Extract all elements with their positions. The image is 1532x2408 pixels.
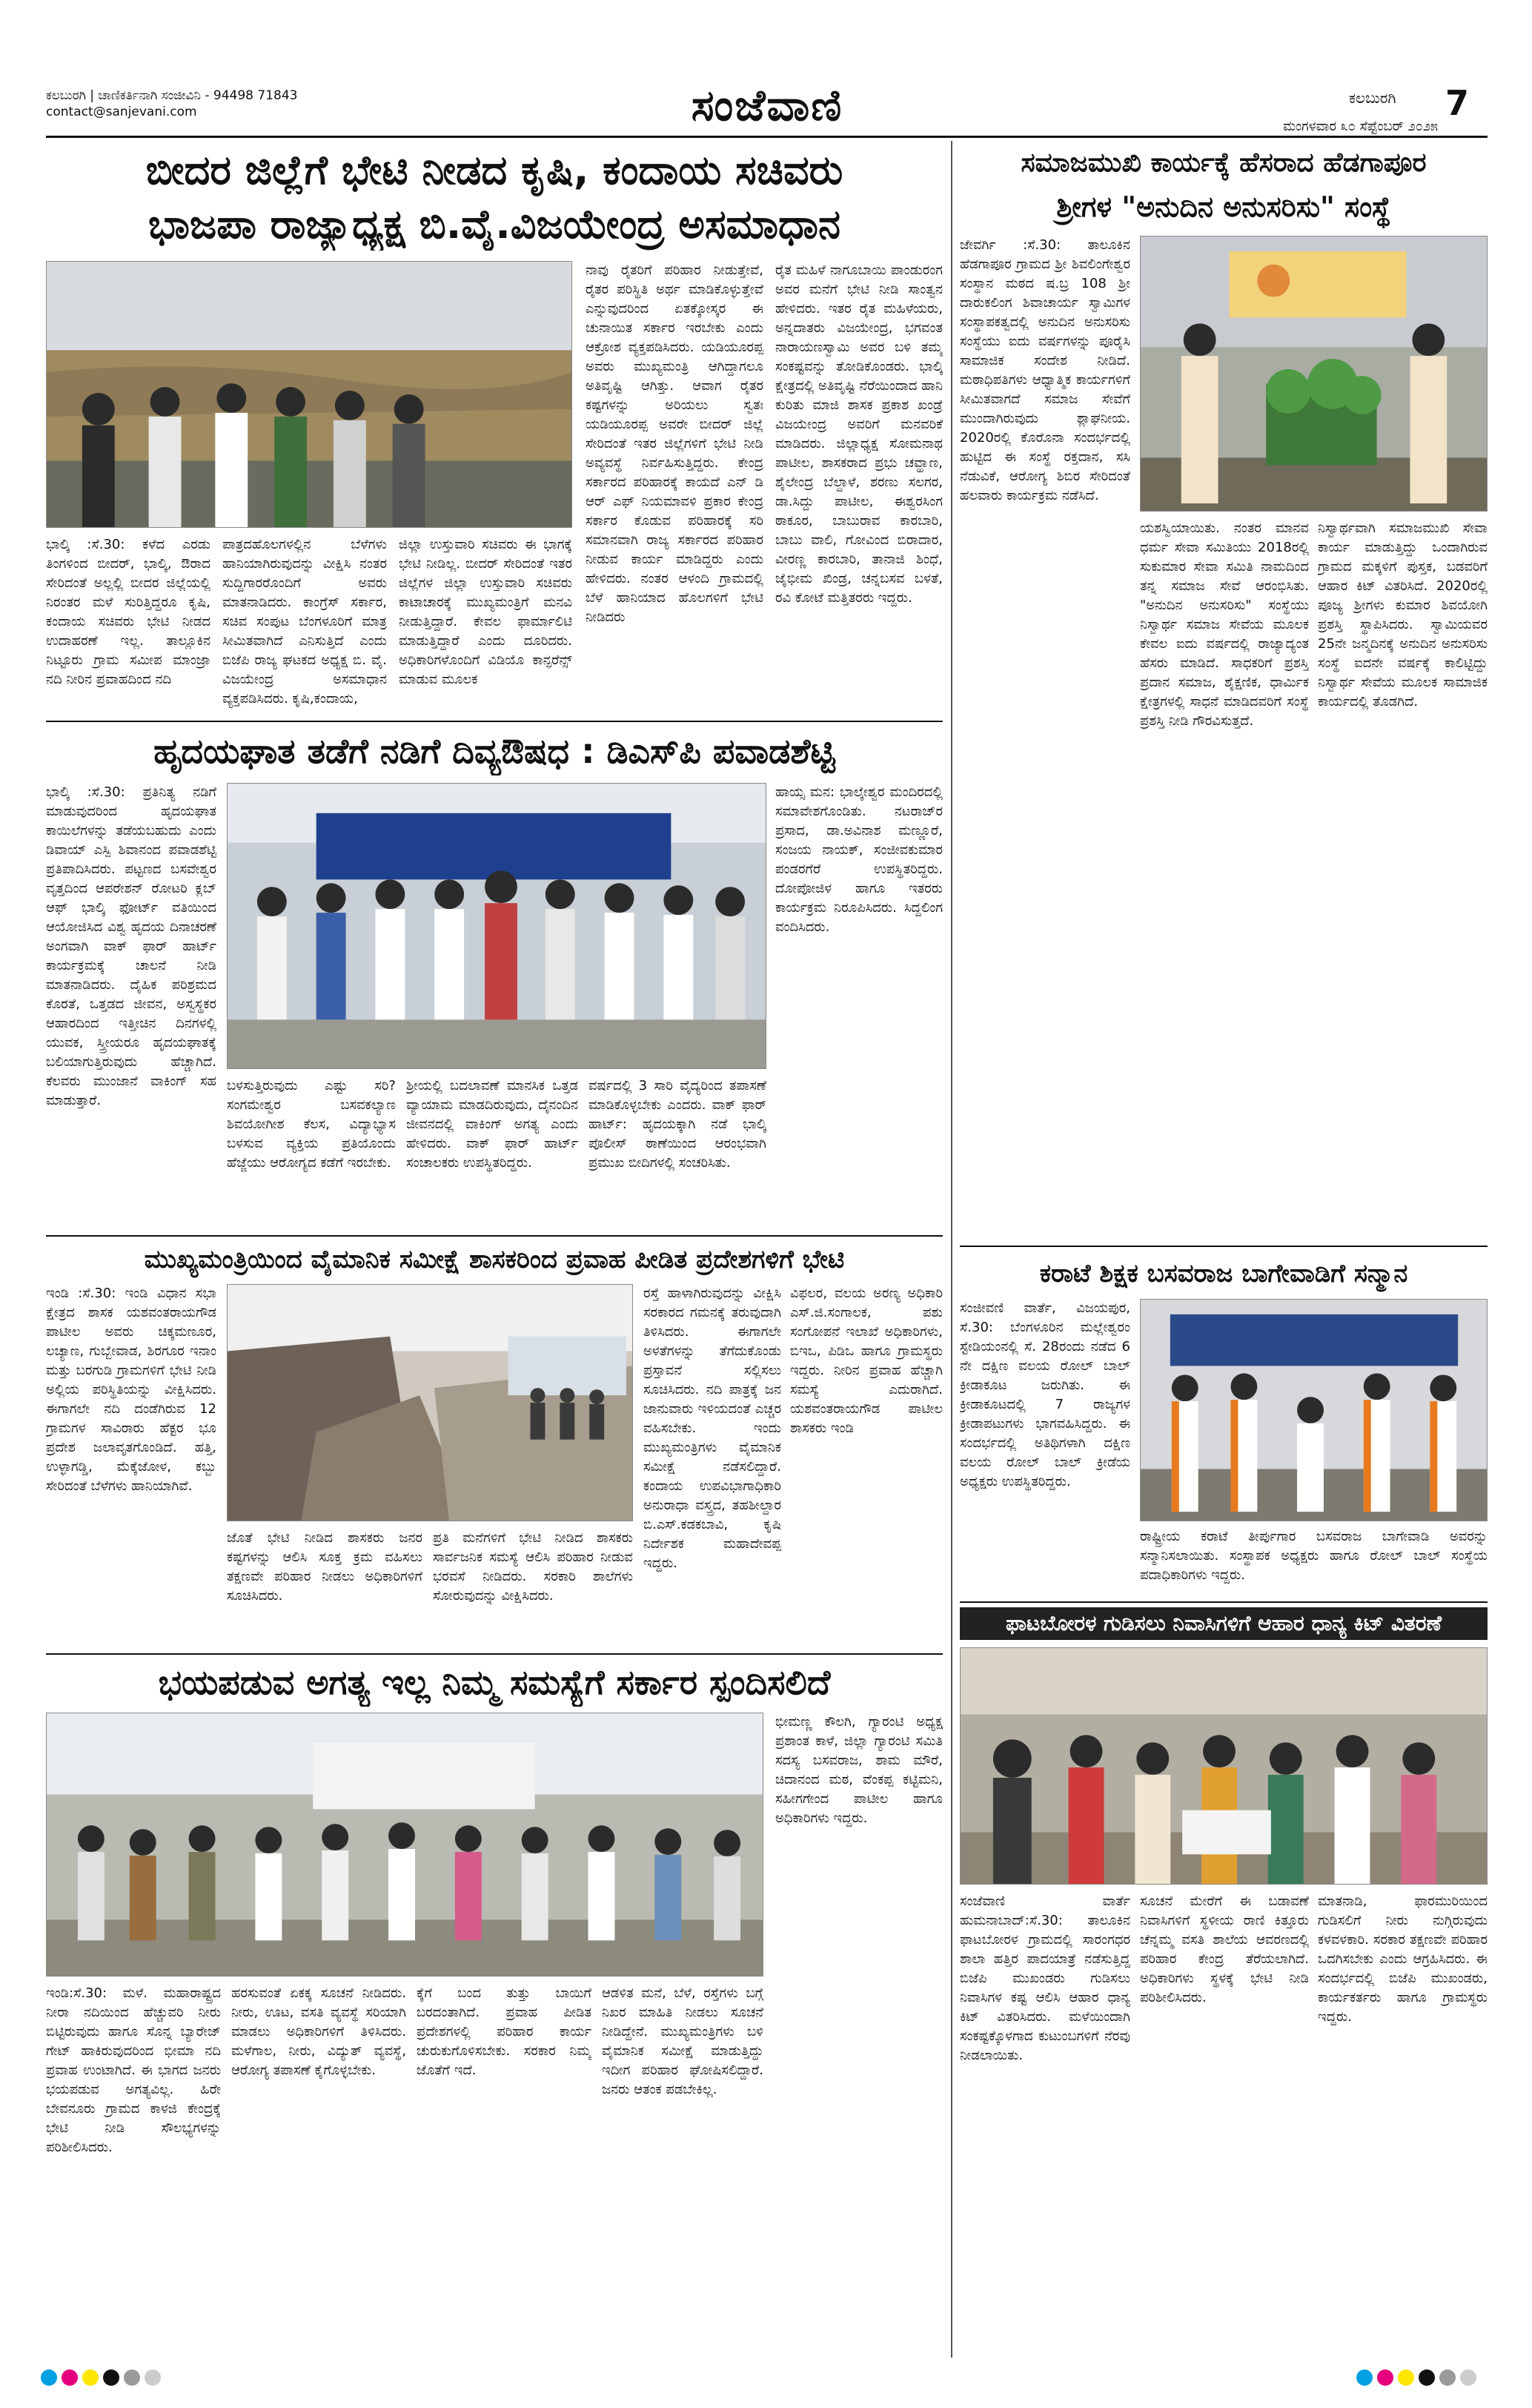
story1-col-4: ನಾವು ರೈತರಿಗೆ ಪರಿಹಾರ ನೀಡುತ್ತೇವೆ, ರೈತರ ಪರಿಸ್ಥಿತಿ ಅರ್ಥ ಮಾಡಿಕೊಳ್ಳುತ್ತೇವೆ ಎನ್ನುವುದರಿಂದ ಏತಕ್ಕೋಸ್ಕರ ಈ ಚುನಾಯಿತ ಸರ್ಕಾರ ಇರಬೇಕು ಎಂದು ಆಕ್ರೋಶ ವ್ಯಕ್ತಪಡಿಸಿದರು. ಯಡಿಯೂರಪ್ಪ ಅವರು ಮುಖ್ಯಮಂತ್ರಿ ಆಗಿದ್ದಾಗಲೂ ಅತಿವೃಷ್ಟಿ ಆಗಿತ್ತು. ಆವಾಗ ರೈತರ ಕಷ್ಟಗಳನ್ನು ಅರಿಯಲು ಸ್ವತಃ ಯಡಿಯೂರಪ್ಪ ಅವರೇ ಬೀದರ್ ಜಿಲ್ಲೆ ಸೇರಿದಂತೆ ಇತರ ಜಿಲ್ಲೆಗಳಿಗೆ ಭೇಟಿ ನೀಡಿ ಅವ್ಯವಸ್ಥೆ ನಿರ್ವಹಿಸುತ್ತಿದ್ದರು. ಕೇಂದ್ರ ಸರ್ಕಾರದ ಪರಿಹಾರಕ್ಕೆ ಕಾಯದೆ ಎನ್ ಡಿ ಆರ್ ಎಫ್ ನಿಯಮಾವಳಿ ಪ್ರಕಾರ ಕೇಂದ್ರ ಸರ್ಕಾರ ಕೊಡುವ ಪರಿಹಾರಕ್ಕೆ ಸರಿ ಸಮಾನವಾಗಿ ರಾಜ್ಯ ಸರ್ಕಾರದ ಪರಿಹಾರ ನೀಡುವ ಕಾರ್ಯ ಮಾಡಿದ್ದರು ಎಂದು ಹೇಳಿದರು. ನಂತರ ಆಳಂದಿ ಗ್ರಾಮದಲ್ಲಿ ಬೆಳೆ ಹಾನಿಯಾದ ಹೊಲಗಳಿಗೆ ಭೇಟಿ ನೀಡಿದರು bbox=[586, 262, 763, 625]
issue-date: ಮಂಗಳವಾರ ೩೦ ಸೆಪ್ಟೆಂಬರ್ ೨೦೨೫ bbox=[1282, 119, 1438, 134]
story5-col-2: ಯಶಸ್ವಿಯಾಯಿತು. ನಂತರ ಮಾನವ ಧರ್ಮ ಸೇವಾ ಸಮಿತಿಯು 2018ರಲ್ಲಿ ಸುಕುಮಾರ ಸೇವಾ ಸಮಿತಿ ನಾಮದಿಂದ ತನ್ನ ಸಮಾಜ ಸೇವೆ ಆರಂಭಿಸಿತು. "ಅನುದಿನ ಅನುಸರಿಸು" ಸಂಸ್ಥೆಯು ನಿಸ್ವಾರ್ಥ ಸಮಾಜ ಸೇವೆಯ ಮೂಲಕ ಕೇವಲ ಐದು ವರ್ಷದಲ್ಲಿ ರಾಜ್ಯಾದ್ಯಂತ ಹೆಸರು ಮಾಡಿದೆ. ಸಾಧಕರಿಗೆ ಪ್ರಶಸ್ತಿ ಪ್ರದಾನ ಸಮಾಜ, ಶೈಕ್ಷಣಿಕ, ಧಾರ್ಮಿಕ ಕ್ಷೇತ್ರಗಳಲ್ಲಿ ಸಾಧನೆ ಮಾಡಿದವರಿಗೆ ಸಂಸ್ಥೆ ಪ್ರಶಸ್ತಿ ನೀಡಿ ಗೌರವಿಸುತ್ತದೆ. bbox=[1140, 520, 1309, 729]
story3-col-3: ಪ್ರತಿ ಮನೆಗಳಿಗೆ ಭೇಟಿ ನೀಡಿದ ಶಾಸಕರು ಸಾರ್ವಜನಿಕ ಸಮಸ್ಯೆ ಆಲಿಸಿ ಪರಿಹಾರ ನೀಡುವ ಭರವಸೆ ನೀಡಿದರು. ಸರಕಾರಿ ಶಾಲೆಗಳು ಸೋರುವುದನ್ನು ವೀಕ್ಷಿಸಿದರು. bbox=[433, 1530, 633, 1604]
header-left bbox=[46, 87, 431, 120]
footer-color-bar-right bbox=[1356, 2369, 1505, 2392]
story4-col-2: ಹರಸುವಂತೆ ಏಕಕ್ಕ ಸೂಚನೆ ನೀಡಿದರು. ನೀರು, ಊಟ, ವಸತಿ ವ್ಯವಸ್ಥೆ ಸರಿಯಾಗಿ ಮಾಡಲು ಅಧಿಕಾರಿಗಳಿಗೆ ತಿಳಿಸಿದರು. ಮಳೆಗಾಲ, ನೀರು, ವಿದ್ಯುತ್ ವ್ಯವಸ್ಥೆ, ಆರೋಗ್ಯ ತಪಾಸಣೆ ಕೈಗೊಳ್ಳಬೇಕು. bbox=[231, 1985, 406, 2078]
story1-col-2: ಪಾತ್ರದಹೊಲಗಳಲ್ಲಿನ ಬೆಳೆಗಳು ಹಾನಿಯಾಗಿರುವುದನ್ನು ವೀಕ್ಷಿಸಿ ನಂತರ ಸುದ್ದಿಗಾರರೊಂದಿಗೆ ಅವರು ಮಾತನಾಡಿದರು. ಕಾಂಗ್ರೆಸ್ ಸರ್ಕಾರ, ಸಚಿವ ಸಂಪುಟ ಬೆಂಗಳೂರಿಗೆ ಮಾತ್ರ ಸೀಮಿತವಾಗಿದೆ ಎನಿಸುತ್ತಿದೆ ಎಂದು ಬಿಜೆಪಿ ರಾಜ್ಯ ಘಟಕದ ಅಧ್ಯಕ್ಷ ಬಿ. ವೈ. ವಿಜಯೇಂದ್ರ ಅಸಮಾಧಾನ ವ್ಯಕ್ತಪಡಿಸಿದರು. ಕೃಷಿ,ಕಂದಾಯ, bbox=[222, 537, 387, 707]
header-contact-line: ಕಲಬುರಗಿ | ಚಾಣಿಕರ್ತಿನಾಗಿ ಸಂಜೀವಿನಿ - 94498 71843 bbox=[46, 88, 298, 103]
story7-col-2: ಸೂಚನೆ ಮೇರೆಗೆ ಈ ಬಡಾವಣೆ ನಿವಾಸಿಗಳಿಗೆ ಸ್ಥಳೀಯ ರಾಣಿ ಕಿತ್ತೂರು ಚೆನ್ನಮ್ಮ ವಸತಿ ಶಾಲೆಯ ಆವರಣದಲ್ಲಿ ಪರಿಹಾರ ಕೇಂದ್ರ ತೆರೆಯಲಾಗಿದೆ. ಅಧಿಕಾರಿಗಳು ಸ್ಥಳಕ್ಕೆ ಭೇಟಿ ನೀಡಿ ಪರಿಶೀಲಿಸಿದರು. bbox=[1140, 1893, 1309, 2005]
story5-rule bbox=[960, 1246, 1488, 1247]
story2-col-3: ಶ್ರೀಯಲ್ಲಿ ಬದಲಾವಣೆ ಮಾನಸಿಕ ಒತ್ತಡ ವ್ಯಾಯಾಮ ಮಾಡದಿರುವುದು, ದೈನಂದಿನ ಜೀವನದಲ್ಲಿ ವಾಕಿಂಗ್ ಅಗತ್ಯ ಎಂದು ಹೇಳಿದರು. ವಾಕ್ ಫಾರ್ ಹಾರ್ಟ್ ಸಂಚಾಲಕರು ಉಪಸ್ಥಿತರಿದ್ದರು. bbox=[406, 1078, 578, 1171]
story6-col-1: ಸಂಜೀವಣಿ ವಾರ್ತೆ, ವಿಜಯಪುರ, ಸೆ.30: ಬೆಂಗಳೂರಿನ ಮಲ್ಲೇಶ್ವರಂ ಸ್ಟೇಡಿಯಂನಲ್ಲಿ ಸೆ. 28ರಂದು ನಡೆದ 6 ನೇ ದಕ್ಷಿಣ ವಲಯ ರೋಲ್ ಬಾಲ್ ಕ್ರೀಡಾಕೂಟ ಜರುಗಿತು. ಈ ಕ್ರೀಡಾಕೂಟದಲ್ಲಿ 7 ರಾಜ್ಯಗಳ ಕ್ರೀಡಾಪಟುಗಳು ಭಾಗವಹಿಸಿದ್ದರು. ಈ ಸಂದರ್ಭದಲ್ಲಿ ಅತಿಥಿಗಳಾಗಿ ದಕ್ಷಿಣ ವಲಯ ರೋಲ್ ಬಾಲ್ ಕ್ರೀಡೆಯ ಅಧ್ಯಕ್ಷರು ಉಪಸ್ಥಿತರಿದ್ದರು. bbox=[960, 1300, 1130, 1489]
story4-photo bbox=[46, 1713, 763, 1977]
masthead: ಸಂಜೆವಾಣಿ bbox=[691, 80, 843, 130]
story5-photo bbox=[1140, 236, 1488, 512]
story1-col-5: ರೈತ ಮಹಿಳೆ ನಾಗೂಬಾಯಿ ಪಾಂಡುರಂಗ ಅವರ ಮನೆಗೆ ಭೇಟಿ ನೀಡಿ ಸಾಂತ್ವನ ಹೇಳಿದರು. ಇತರ ರೈತ ಮಹಿಳೆಯರು, ಅನ್ನದಾತರು ವಿಜಯೇಂದ್ರ, ಭಗವಂತ ನಾರಾಯಣಸ್ವಾಮಿ ಅವರ ಬಳಿ ತಮ್ಮ ಸಂಕಷ್ಟವನ್ನು ತೋಡಿಕೊಂಡರು. ಭಾಲ್ಕಿ ಕ್ಷೇತ್ರದಲ್ಲಿ ಅತಿವೃಷ್ಟಿ ನೆರೆಯಿಂದಾದ ಹಾನಿ ಕುರಿತು ಮಾಜಿ ಶಾಸಕ ಪ್ರಕಾಶ ಖಂಡ್ರೆ ವಿಜಯೇಂದ್ರ ಅವರಿಗೆ ಮನವರಿಕೆ ಮಾಡಿದರು. ಜಿಲ್ಲಾಧ್ಯಕ್ಷ ಸೋಮನಾಥ ಪಾಟೀಲ, ಶಾಸಕರಾದ ಪ್ರಭು ಚವ್ಹಾಣ, ಶೈಲೇಂದ್ರ ಬೆಲ್ದಾಳೆ, ಶರಣು ಸಲಗರ, ಡಾ.ಸಿದ್ದು ಪಾಟೀಲ, ಈಶ್ವರಸಿಂಗ ಠಾಕೂರ, ಬಾಬುರಾವ ಕಾರಬಾರಿ, ಬಾಬು ವಾಲಿ, ಗೋವಿಂದ ಬಿರಾದಾರ, ವೀರಣ್ಣ ಕಾರಬಾರಿ, ತಾನಾಜಿ ಶಿಂಧೆ, ಜೈಭೀಮ ಖಿಂಡ್ರ, ಚನ್ನಬಸವ ಬಳತೆ, ರವಿ ಕೋಟೆ ಮತ್ತಿತರರು ಇದ್ದರು. bbox=[775, 262, 943, 606]
story5-headline-1: ಸಮಾಜಮುಖಿ ಕಾರ್ಯಕ್ಕೆ ಹೆಸರಾದ ಹೆಡಗಾಪೂರ bbox=[1021, 148, 1427, 178]
story3-col-4: ರಸ್ತೆ ಹಾಳಾಗಿರುವುದನ್ನು ವೀಕ್ಷಿಸಿ ಸರಕಾರದ ಗಮನಕ್ಕೆ ತರುವುದಾಗಿ ತಿಳಿಸಿದರು. ಈಗಾಗಲೇ ಅಳತೆಗಳನ್ನು ತೆಗೆದುಕೊಂಡು ಪ್ರಸ್ತಾವನೆ ಸಲ್ಲಿಸಲು ಸೂಚಿಸಿದರು. ನದಿ ಪಾತ್ರಕ್ಕೆ ಜನ ಜಾನುವಾರು ಇಳಿಯದಂತೆ ಎಚ್ಚರ ವಹಿಸಬೇಕು. ಇಂದು ಮುಖ್ಯಮಂತ್ರಿಗಳು ವೈಮಾನಿಕ ಸಮೀಕ್ಷೆ ನಡೆಸಲಿದ್ದಾರೆ. ಕಂದಾಯ ಉಪವಿಭಾಗಾಧಿಕಾರಿ ಅನುರಾಧಾ ವಸ್ತ್ರದ, ತಹಶೀಲ್ದಾರ ಬಿ.ಎಸ್.ಕಡಕಬಾವಿ, ಕೃಷಿ ನಿರ್ದೇಶಕ ಮಹಾದೇವಪ್ಪ ಇದ್ದರು. bbox=[643, 1286, 781, 1571]
story4-col-3: ಕ್ಕೆಗೆ ಬಂದ ತುತ್ತು ಬಾಯಿಗೆ ಬರದಂತಾಗಿದೆ. ಪ್ರವಾಹ ಪೀಡಿತ ಪ್ರದೇಶಗಳಲ್ಲಿ ಪರಿಹಾರ ಕಾರ್ಯ ಚುರುಕುಗೊಳಿಸಬೇಕು. ಸರಕಾರ ನಿಮ್ಮ ಜೊತೆಗೆ ಇದೆ. bbox=[417, 1985, 591, 2078]
story6-rule bbox=[960, 1601, 1488, 1603]
column-divider bbox=[951, 141, 952, 2358]
registration-dot bbox=[1398, 2369, 1414, 2386]
story7-col-1: ಸಂಜೆವಾಣಿ ವಾರ್ತೆ ಹುಮನಾಬಾದ್:ಸೆ.30: ತಾಲೂಕಿನ ಫಾಟಬೋರಳ ಗ್ರಾಮದಲ್ಲಿ ಸಾರಂಗಧರ ಶಾಲಾ ಹತ್ತಿರ ಪಾದಯಾತ್ರೆ ನಡೆಸುತ್ತಿದ್ದ ಬಿಜೆಪಿ ಮುಖಂಡರು ಗುಡಿಸಲು ನಿವಾಸಿಗಳ ಕಷ್ಟ ಆಲಿಸಿ ಆಹಾರ ಧಾನ್ಯ ಕಿಟ್ ವಿತರಿಸಿದರು. ಮಳೆಯಿಂದಾಗಿ ಸಂಕಷ್ಟಕ್ಕೊಳಗಾದ ಕುಟುಂಬಗಳಿಗೆ ನೆರವು ನೀಡಲಾಯಿತು. bbox=[960, 1893, 1130, 2063]
registration-dot bbox=[1377, 2369, 1393, 2386]
header-email: contact@sanjevani.com bbox=[46, 105, 197, 119]
registration-dot bbox=[62, 2369, 78, 2386]
story2-col-2: ಬಳಸುತ್ತಿರುವುದು ಎಷ್ಟು ಸರಿ? ಸಂಗಮೇಶ್ವರ ಬಸವಕಲ್ಯಾಣ ಶಿವಯೋಗೀಶ ಕೆಲಸ, ವಿದ್ಯಾಭ್ಯಾಸ ಬಳಸುವ ವ್ಯಕ್ತಿಯ ಪ್ರತಿಯೊಂದು ಹೆಜ್ಜೆಯು ಆರೋಗ್ಯದ ಕಡೆಗೆ ಇರಬೇಕು. bbox=[227, 1078, 396, 1171]
story2-col-1: ಭಾಲ್ಕಿ :ಸೆ.30: ಪ್ರತಿನಿತ್ಯ ನಡಿಗೆ ಮಾಡುವುದರಿಂದ ಹೃದಯಘಾತ ಕಾಯಿಲೆಗಳನ್ನು ತಡೆಯಬಹುದು ಎಂದು ಡಿವಾಯ್ ಎಸ್ಪಿ ಶಿವಾನಂದ ಪವಾಡಶೆಟ್ಟಿ ಪ್ರತಿಪಾದಿಸಿದರು. ಪಟ್ಟಣದ ಬಸವೇಶ್ವರ ವೃತ್ತದಿಂದ ಆಪರೇಶನ್ ರೋಟರಿ ಕ್ಲಬ್ ಆಫ್ ಭಾಲ್ಕಿ ಫೋರ್ಟ್ ವತಿಯಿಂದ ಆಯೋಜಿಸಿದ ವಿಶ್ವ ಹೃದಯ ದಿನಾಚರಣೆ ಅಂಗವಾಗಿ ವಾಕ್ ಫಾರ್ ಹಾರ್ಟ್ ಕಾರ್ಯಕ್ರಮಕ್ಕೆ ಚಾಲನೆ ನೀಡಿ ಮಾತನಾಡಿದರು. ದೈಹಿಕ ಪರಿಶ್ರಮದ ಕೊರತೆ, ಒತ್ತಡದ ಜೀವನ, ಅಸ್ವಸ್ಥಕರ ಆಹಾರದಿಂದ ಇತ್ತೀಚಿನ ದಿನಗಳಲ್ಲಿ ಯುವಕ, ಸ್ತ್ರೀಯರೂ ಹೃದಯಘಾತಕ್ಕೆ ಬಲಿಯಾಗುತ್ತಿರುವುದು ಹೆಚ್ಚಾಗಿದೆ. ಕೆಲವರು ಮುಂಜಾನೆ ವಾಕಿಂಗ್ ಸಹ ಮಾಡುತ್ತಾರೆ. bbox=[46, 784, 216, 1108]
story7-col-3: ಮಾತನಾಡಿ, ಫಾರಮುರಿಯಿಂದ ಗುಡಿಸಲಿಗೆ ನೀರು ನುಗ್ಗಿರುವುದು ಕಳವಳಕಾರಿ. ಸರಕಾರ ತಕ್ಷಣವೇ ಪರಿಹಾರ ಒದಗಿಸಬೇಕು ಎಂದು ಆಗ್ರಹಿಸಿದರು. ಈ ಸಂದರ್ಭದಲ್ಲಿ ಬಿಜೆಪಿ ಮುಖಂಡರು, ಕಾರ್ಯಕರ್ತರು ಹಾಗೂ ಗ್ರಾಮಸ್ಥರು ಇದ್ದರು. bbox=[1318, 1893, 1488, 2025]
story1-headline-1: ಬೀದರ ಜಿಲ್ಲೆಗೆ ಭೇಟಿ ನೀಡದ ಕೃಷಿ, ಕಂದಾಯ ಸಚಿವರು bbox=[145, 147, 843, 194]
story3-col-5: ವಿಫಲರ, ವಲಯ ಅರಣ್ಯ ಅಧಿಕಾರಿ ಎಸ್.ಜಿ.ಸಂಗಾಲಕ, ಪಶು ಸಂಗೋಪನೆ ಇಲಾಖೆ ಅಧಿಕಾರಿಗಳು, ಬಿಇಒ, ಪಿಡಿಒ ಹಾಗೂ ಗ್ರಾಮಸ್ಥರು ಇದ್ದರು. ನೀರಿನ ಪ್ರವಾಹ ಹೆಚ್ಚಾಗಿ ಸಮಸ್ಯೆ ಎದುರಾಗಿದೆ. ಯಶವಂತರಾಯಗೌಡ ಪಾಟೀಲ ಶಾಸಕರು ಇಂಡಿ bbox=[790, 1286, 943, 1436]
story3-rule bbox=[46, 1653, 943, 1655]
story2-col-4: ವರ್ಷದಲ್ಲಿ 3 ಸಾರಿ ವೈದ್ಯರಿಂದ ತಪಾಸಣೆ ಮಾಡಿಕೊಳ್ಳಬೇಕು ಎಂದರು. ವಾಕ್ ಫಾರ್ ಹಾರ್ಟ್: ಹೃದಯಕ್ಕಾಗಿ ನಡೆ ಭಾಲ್ಕಿ ಪೊಲೀಸ್ ಠಾಣೆಯಿಂದ ಆರಂಭವಾಗಿ ಪ್ರಮುಖ ಬೀದಿಗಳಲ್ಲಿ ಸಂಚರಿಸಿತು. bbox=[588, 1078, 766, 1171]
story3-headline: ಮುಖ್ಯಮಂತ್ರಿಯಿಂದ ವೈಮಾನಿಕ ಸಮೀಕ್ಷೆ ಶಾಸಕರಿಂದ ಪ್ರವಾಹ ಪೀಡಿತ ಪ್ರದೇಶಗಳಿಗೆ ಭೇಟಿ bbox=[144, 1245, 845, 1274]
page-number: 7 bbox=[1445, 83, 1470, 123]
registration-dot bbox=[1460, 2369, 1476, 2386]
story4-headline: ಭಯಪಡುವ ಅಗತ್ಯ ಇಲ್ಲ ನಿಮ್ಮ ಸಮಸ್ಯೆಗೆ ಸರ್ಕಾರ ಸ್ಪಂದಿಸಲಿದೆ bbox=[158, 1662, 831, 1702]
story6-headline: ಕರಾಟೆ ಶಿಕ್ಷಕ ಬಸವರಾಜ ಬಾಗೇವಾಡಿಗೆ ಸನ್ಮಾನ bbox=[1039, 1259, 1408, 1289]
registration-dot bbox=[124, 2369, 140, 2386]
story2-rule bbox=[46, 1235, 943, 1237]
header-rule bbox=[46, 136, 1488, 138]
registration-dot bbox=[41, 2369, 57, 2386]
story1-col-1: ಭಾಲ್ಕಿ :ಸೆ.30: ಕಳೆದ ಎರಡು ತಿಂಗಳಿಂದ ಬೀದರ್, ಭಾಲ್ಕಿ, ಔರಾದ ಸೇರಿದಂತೆ ಅಲ್ಲಲ್ಲಿ ಬೀದರ ಜಿಲ್ಲೆಯಲ್ಲಿ ನಿರಂತರ ಮಳೆ ಸುರಿತ್ತಿದ್ದರೂ ಕೃಷಿ, ಕಂದಾಯ ಸಚಿವರು ಭೇಟಿ ನೀಡದ ಉದಾಹರಣೆ ಇಲ್ಲ. ತಾಲ್ಲೂಕಿನ ನಿಟ್ಟೂರು ಗ್ರಾಮ ಸಮೀಪ ಮಾಂಜ್ರಾ ನದಿ ನೀರಿನ ಪ್ರವಾಹದಿಂದ ನದಿ bbox=[46, 537, 210, 687]
footer-color-bar-left bbox=[41, 2369, 189, 2392]
story7-headline: ಫಾಟಬೋರಳ ಗುಡಿಸಲು ನಿವಾಸಿಗಳಿಗೆ ಆಹಾರ ಧಾನ್ಯ ಕಿಟ್ ವಿತರಣೆ bbox=[960, 1607, 1488, 1640]
header-city: ಕಲಬುರಗಿ bbox=[1349, 89, 1396, 107]
story2-photo bbox=[227, 783, 766, 1069]
story4-col-4: ಆಡಳಿತ ಮನೆ, ಬೆಳೆ, ರಸ್ತೆಗಳು ಬಗ್ಗೆ ನಿಖರ ಮಾಹಿತಿ ನೀಡಲು ಸೂಚನೆ ನೀಡಿದ್ದೇನೆ. ಮುಖ್ಯಮಂತ್ರಿಗಳು ಬಳಿ ವೈಮಾನಿಕ ಸಮೀಕ್ಷೆ ಮಾಡುತ್ತಿದ್ದು ಇದೀಗ ಪರಿಹಾರ ಘೋಷಿಸಲಿದ್ದಾರೆ. ಜನರು ಆತಂಕ ಪಡಬೇಕಿಲ್ಲ. bbox=[602, 1985, 763, 2097]
story3-col-1: ಇಂಡಿ :ಸೆ.30: ಇಂಡಿ ವಿಧಾನ ಸಭಾ ಕ್ಷೇತ್ರದ ಶಾಸಕ ಯಶವಂತರಾಯಗೌಡ ಪಾಟೀಲ ಅವರು ಚಿಕ್ಕಮಣೂರ, ಲಚ್ಯಾಣ, ಗುಬ್ಬೇವಾಡ, ಶಿರಗೂರ ಇನಾಂ ಮತ್ತು ಬರಗುಡಿ ಗ್ರಾಮಗಳಿಗೆ ಭೇಟಿ ನೀಡಿ ಅಲ್ಲಿಯ ಪರಿಸ್ಥಿತಿಯನ್ನು ವೀಕ್ಷಿಸಿದರು. ಈಗಾಗಲೇ ನದಿ ದಂಡೆಗಿರುವ 12 ಗ್ರಾಮಗಳ ಸಾವಿರಾರು ಹೆಕ್ಟರ ಭೂ ಪ್ರದೇಶ ಜಲಾವೃತಗೊಂಡಿದೆ. ಹತ್ತಿ, ಉಳ್ಳಾಗಡ್ಡಿ, ಮೆಕ್ಕೆಜೋಳ, ಕಬ್ಬು ಸೇರಿದಂತೆ ಬೆಳೆಗಳು ಹಾನಿಯಾಗಿವೆ. bbox=[46, 1286, 216, 1494]
story5-headline-2: ಶ್ರೀಗಳ "ಅನುದಿನ ಅನುಸರಿಸು" ಸಂಸ್ಥೆ bbox=[1056, 191, 1391, 223]
registration-dot bbox=[145, 2369, 161, 2386]
story2-col-5: ಹಾಯ್ಸ ಮನ: ಭಾಲ್ಕೇಶ್ವರ ಮಂದಿರದಲ್ಲಿ ಸಮಾವೇಶಗೊಂಡಿತು. ನಟರಾಜ್‌ರ ಪ್ರಸಾದ, ಡಾ.ಅವಿನಾಶ ಮಣ್ಣೂರೆ, ಸಂಜಯ ನಾಯಕ್, ಸಂಜೀವಕುಮಾರ ಪಂಡರಗೆರೆ ಉಪಸ್ಥಿತರಿದ್ದರು. ದೋಪೋಜಿಳ ಹಾಗೂ ಇತರರು ಕಾರ್ಯಕ್ರಮ ನಿರೂಪಿಸಿದರು. ಸಿದ್ದಲಿಂಗ ವಂದಿಸಿದರು. bbox=[775, 784, 943, 935]
story1-photo bbox=[46, 261, 572, 528]
story3-photo bbox=[227, 1284, 633, 1521]
registration-dot bbox=[1439, 2369, 1456, 2386]
story4-col-1: ಇಂಡಿ:ಸೆ.30: ಮಳೆ. ಮಹಾರಾಷ್ಟ್ರದ ನೀರಾ ನದಿಯಿಂದ ಹೆಚ್ಚುವರಿ ನೀರು ಬಿಟ್ಟಿರುವುದು ಹಾಗೂ ಸೊನ್ನ ಬ್ಯಾರೇಜ್ ಗೇಟ್ ಹಾಕಿರುವುದರಿಂದ ಭೀಮಾ ನದಿ ಪ್ರವಾಹ ಉಂಟಾಗಿದೆ. ಈ ಭಾಗದ ಜನರು ಭಯಪಡುವ ಅಗತ್ಯವಿಲ್ಲ. ಹಿರೇ ಬೇವನೂರು ಗ್ರಾಮದ ಕಾಳಜಿ ಕೇಂದ್ರಕ್ಕೆ ಭೇಟಿ ನೀಡಿ ಸೌಲಭ್ಯಗಳನ್ನು ಪರಿಶೀಲಿಸಿದರು. bbox=[46, 1985, 221, 2155]
registration-dot bbox=[103, 2369, 119, 2386]
story3-col-2: ಜೊತೆ ಭೇಟಿ ನೀಡಿದ ಶಾಸಕರು ಜನರ ಕಷ್ಟಗಳನ್ನು ಆಲಿಸಿ ಸೂಕ್ತ ಕ್ರಮ ವಹಿಸಲು ತಕ್ಷಣವೇ ಪರಿಹಾರ ನೀಡಲು ಅಧಿಕಾರಿಗಳಿಗೆ ಸೂಚಿಸಿದರು. bbox=[227, 1530, 422, 1604]
story1-rule bbox=[46, 721, 943, 722]
story5-col-1: ಜೇವರ್ಗಿ :ಸೆ.30: ತಾಲೂಕಿನ ಹೆಡಗಾಪೂರ ಗ್ರಾಮದ ಶ್ರೀ ಶಿವಲಿಂಗೇಶ್ವರ ಸಂಸ್ಥಾನ ಮಠದ ಷ.ಬ್ರ 108 ಶ್ರೀ ದಾರುಕಲಿಂಗ ಶಿವಾಚಾರ್ಯ ಸ್ವಾಮಿಗಳ ಸಂಸ್ಥಾಪಕತ್ವದಲ್ಲಿ ಅನುದಿನ ಅನುಸರಿಸು ಸಂಸ್ಥೆಯು ಐದು ವರ್ಷಗಳನ್ನು ಪೂರೈಸಿ ಸಾಮಾಜಿಕ ಸಂದೇಶ ನೀಡಿದೆ. ಮಠಾಧಿಪತಿಗಳು ಆಧ್ಯಾತ್ಮಿಕ ಕಾರ್ಯಗಳಿಗೆ ಸೀಮಿತವಾಗದೆ ಸಮಾಜ ಸೇವೆಗೆ ಮುಂದಾಗಿರುವುದು ಶ್ಲಾಘನೀಯ. 2020ರಲ್ಲಿ ಕೊರೊನಾ ಸಂದರ್ಭದಲ್ಲಿ ಹುಟ್ಟಿದ ಈ ಸಂಸ್ಥೆ ರಕ್ತದಾನ, ಸಸಿ ನೆಡುವಿಕೆ, ಆರೋಗ್ಯ ಶಿಬಿರ ಸೇರಿದಂತೆ ಹಲವಾರು ಕಾರ್ಯಕ್ರಮ ನಡೆಸಿದೆ. bbox=[960, 237, 1130, 503]
story6-col-2: ರಾಷ್ಟ್ರೀಯ ಕರಾಟೆ ತೀರ್ಪುಗಾರ ಬಸವರಾಜ ಬಾಗೇವಾಡಿ ಅವರನ್ನು ಸನ್ಮಾನಿಸಲಾಯಿತು. ಸಂಸ್ಥಾಪಕ ಅಧ್ಯಕ್ಷರು ಹಾಗೂ ರೋಲ್ ಬಾಲ್ ಸಂಸ್ಥೆಯ ಪದಾಧಿಕಾರಿಗಳು ಇದ್ದರು. bbox=[1140, 1529, 1488, 1583]
story5-col-3: ನಿಸ್ವಾರ್ಥವಾಗಿ ಸಮಾಜಮುಖಿ ಸೇವಾ ಕಾರ್ಯ ಮಾಡುತ್ತಿದ್ದು ಒಂದಾಗಿರುವ ಗ್ರಾಮದ ಮಕ್ಕಳಿಗೆ ಪುಸ್ತಕ, ಬಡವರಿಗೆ ಆಹಾರ ಕಿಟ್ ವಿತರಿಸಿದೆ. 2020ರಲ್ಲಿ ಪೂಜ್ಯ ಶ್ರೀಗಳು ಕುಮಾರ ಶಿವಯೋಗಿ ಪ್ರಶಸ್ತಿ ಸ್ಥಾಪಿಸಿದರು. ಸ್ವಾಮಿಯವರ 25ನೇ ಜನ್ಮದಿನಕ್ಕೆ ಅನುದಿನ ಅನುಸರಿಸು ಸಂಸ್ಥೆ ಐದನೇ ವರ್ಷಕ್ಕೆ ಕಾಲಿಟ್ಟಿದ್ದು ನಿಸ್ವಾರ್ಥ ಸೇವೆಯ ಮೂಲಕ ಸಾಮಾಜಿಕ ಕಾರ್ಯದಲ್ಲಿ ತೊಡಗಿದೆ. bbox=[1318, 520, 1488, 710]
story6-photo bbox=[1140, 1299, 1488, 1521]
story4-col-5: ಭೀಮಣ್ಣ ಕೌಲಗಿ, ಗ್ಯಾರಂಟಿ ಅಧ್ಯಕ್ಷ ಪ್ರಶಾಂತ ಕಾಳೆ, ಜಿಲ್ಲಾ ಗ್ಯಾರಂಟಿ ಸಮಿತಿ ಸದಸ್ಯ ಬಸವರಾಜ, ಶಾಮ ಮೌರೆ, ಚಿದಾನಂದ ಮಠ, ವೆಂಕಪ್ಪ ಕಟ್ಟಿಮನಿ, ಸಹೀಗಗೇಂದ ಪಾಟೀಲ ಹಾಗೂ ಅಧಿಕಾರಿಗಳು ಇದ್ದರು. bbox=[775, 1714, 943, 1826]
registration-dot bbox=[1356, 2369, 1373, 2386]
story7-photo bbox=[960, 1647, 1488, 1885]
registration-dot bbox=[82, 2369, 99, 2386]
registration-dot bbox=[1419, 2369, 1435, 2386]
story2-headline: ಹೃದಯಘಾತ ತಡೆಗೆ ನಡಿಗೆ ದಿವ್ಯಔಷಧ : ಡಿಎಸ್‌ಪಿ ಪವಾಡಶೆಟ್ಟಿ bbox=[153, 731, 835, 771]
story1-col-3: ಜಿಲ್ಲಾ ಉಸ್ತುವಾರಿ ಸಚಿವರು ಈ ಭಾಗಕ್ಕೆ ಭೇಟಿ ನೀಡಿಲ್ಲ. ಬೀದರ್ ಸೇರಿದಂತೆ ಇತರ ಜಿಲ್ಲೆಗಳ ಜಿಲ್ಲಾ ಉಸ್ತುವಾರಿ ಸಚಿವರು ಕಾಟಾಚಾರಕ್ಕೆ ಮುಖ್ಯಮಂತ್ರಿಗೆ ಮನವಿ ನೀಡುತ್ತಿದ್ದಾರೆ. ಕೇವಲ ಫಾರ್ಮಾಲಿಟಿ ಮಾಡುತ್ತಿದ್ದಾರೆ ಎಂದು ದೂರಿದರು. ಅಧಿಕಾರಿಗಳೊಂದಿಗೆ ವಿಡಿಯೊ ಕಾನ್ಫರೆನ್ಸ್ ಮಾಡುವ ಮೂಲಕ bbox=[399, 537, 572, 687]
story1-headline-2: ಭಾಜಪಾ ರಾಜ್ಯಾಧ್ಯಕ್ಷ ಬಿ.ವೈ.ವಿಜಯೇಂದ್ರ ಅಸಮಾಧಾನ bbox=[147, 201, 841, 248]
